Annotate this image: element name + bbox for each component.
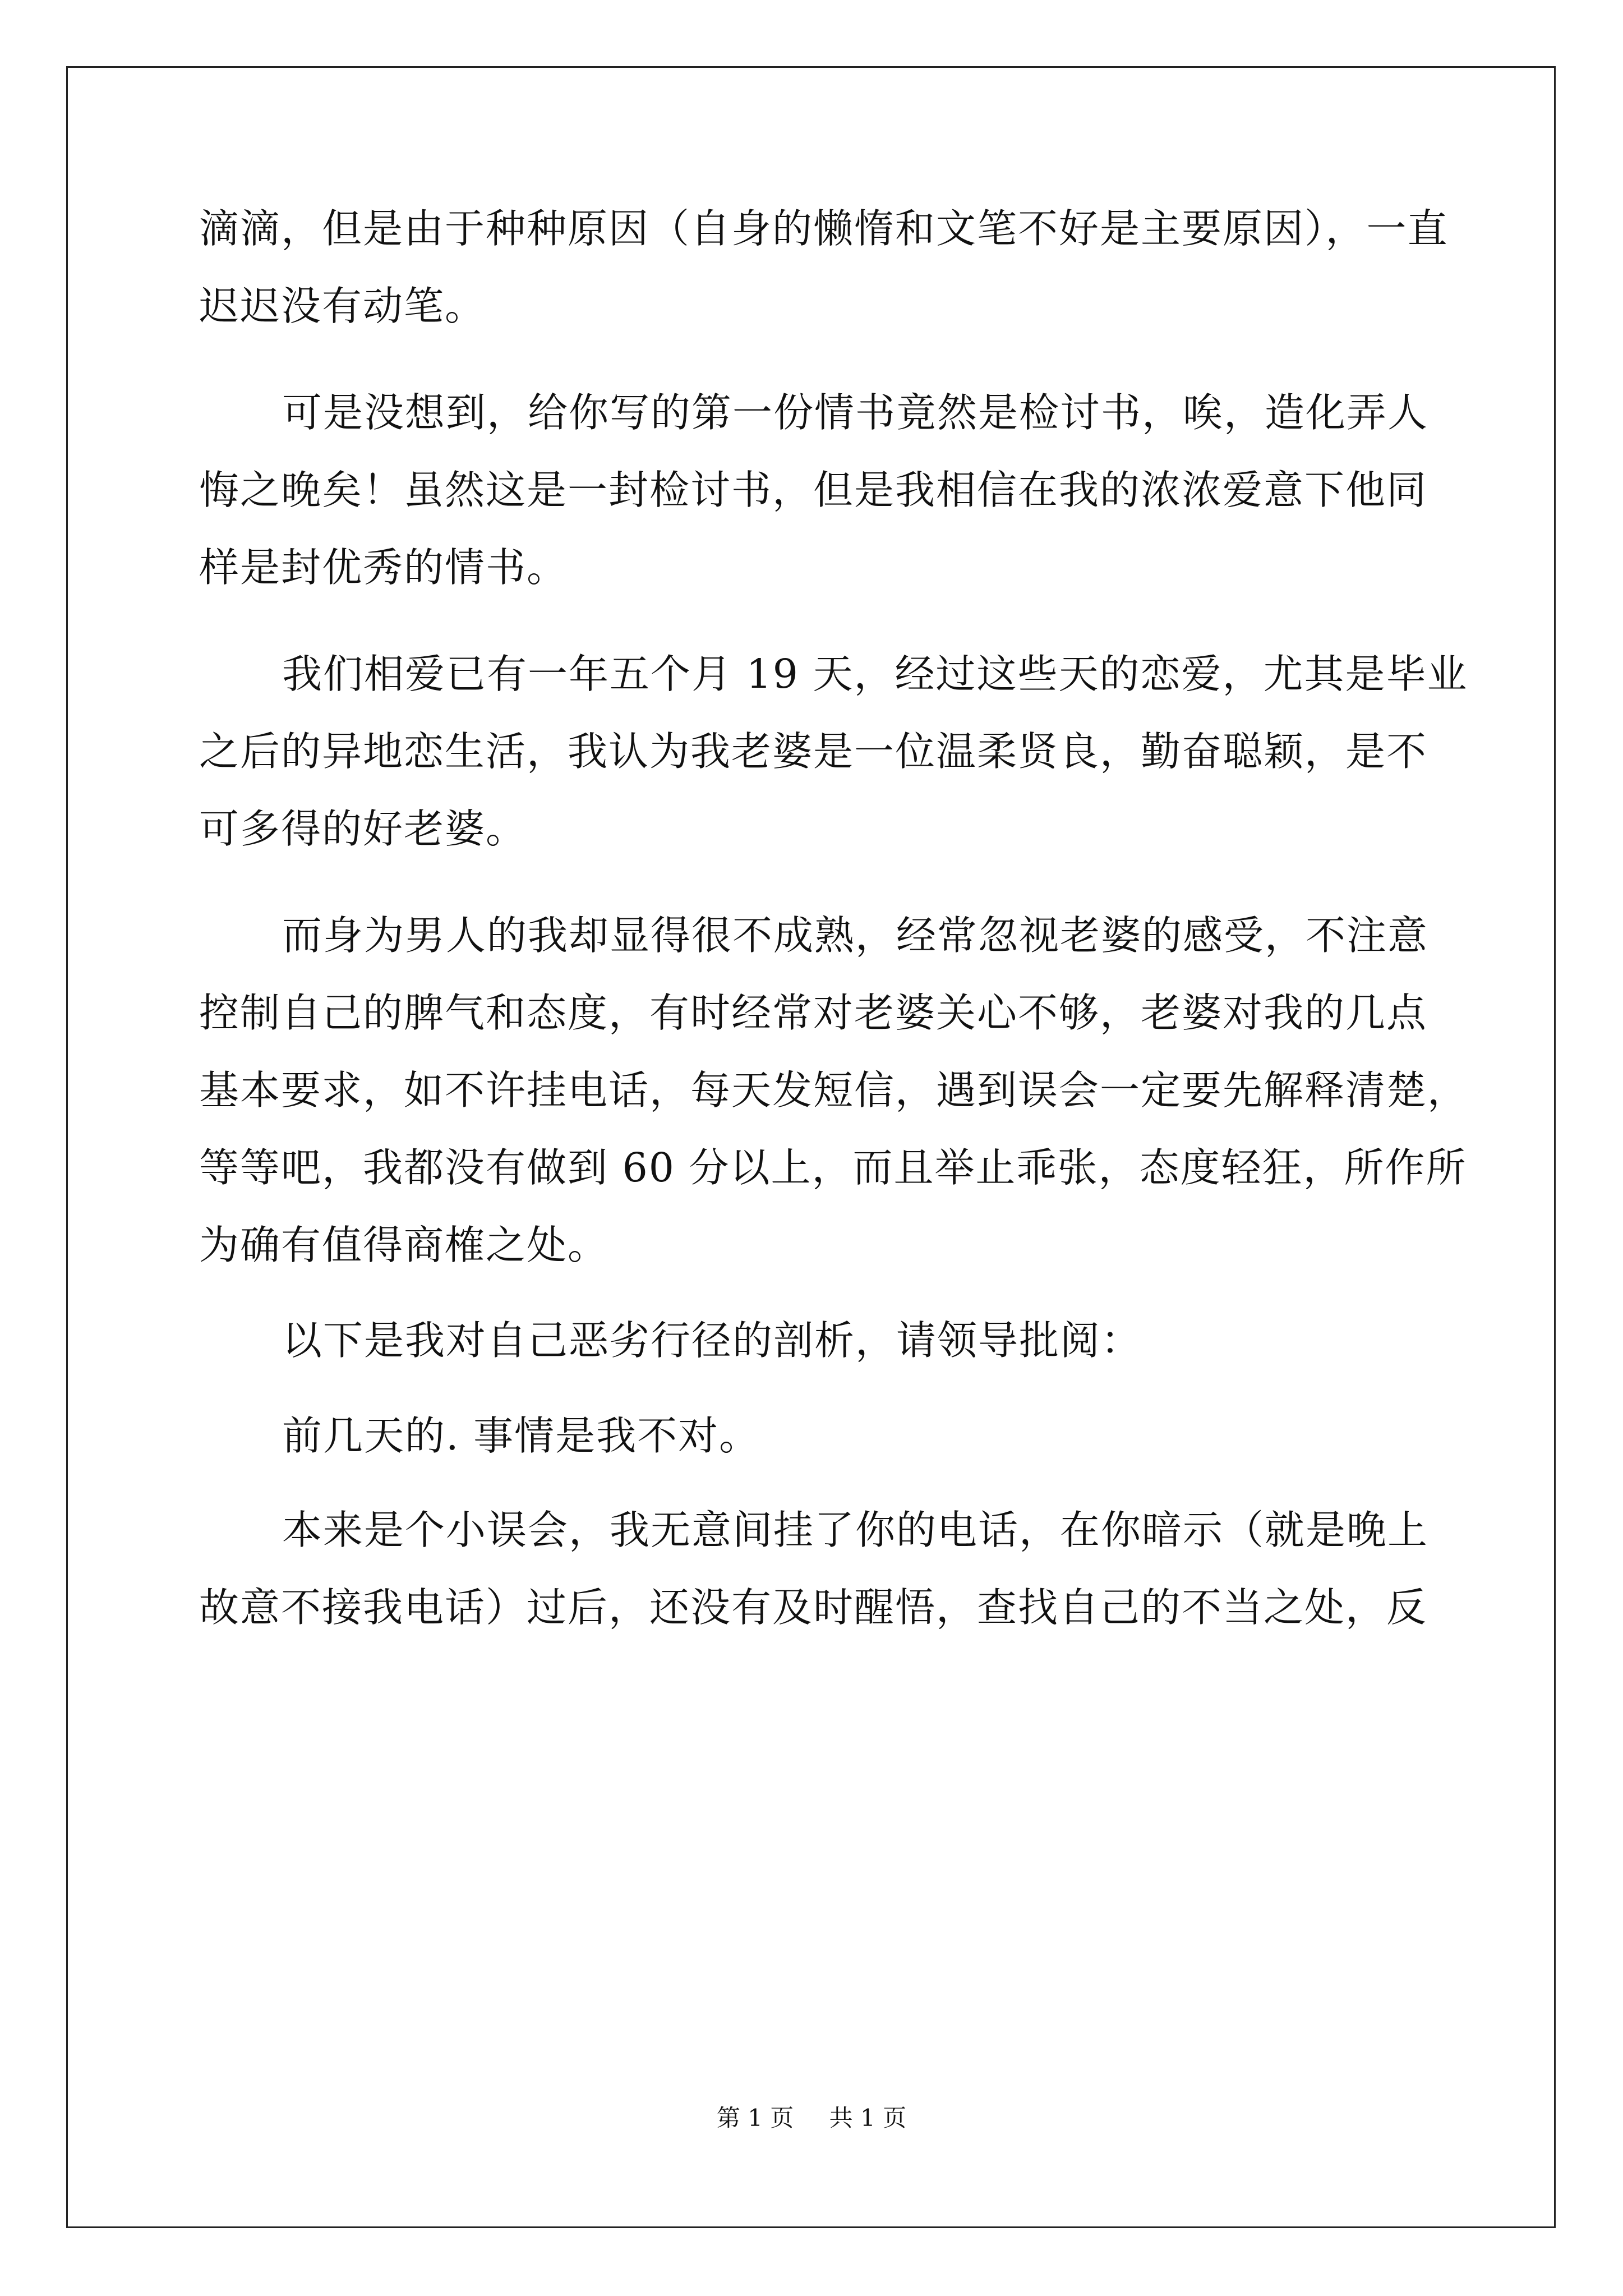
text-line: 基本要求，如不许挂电话，每天发短信，遇到误会一定要先解释清楚，	[199, 1067, 1469, 1114]
paragraph-start-line: 而身为男人的我却显得很不成熟，经常忽视老婆的感受，不注意	[282, 912, 1429, 959]
text-line: 等等吧，我都没有做到 60 分以上，而且举止乖张，态度轻狂，所作所	[199, 1144, 1467, 1191]
paragraph-start-line: 前几天的. 事情是我不对。	[282, 1412, 760, 1459]
page-number: 第 1 页	[716, 2104, 794, 2132]
text-line: 控制自己的脾气和态度，有时经常对老婆关心不够，老婆对我的几点	[199, 990, 1428, 1036]
paragraph-start-line: 我们相爱已有一年五个月 19 天，经过这些天的恋爱，尤其是毕业	[282, 651, 1468, 697]
text-line: 之后的异地恋生活，我认为我老婆是一位温柔贤良，勤奋聪颖，是不	[199, 728, 1428, 775]
text-line: 可多得的好老婆。	[199, 806, 527, 852]
paragraph-start-line: 以下是我对自己恶劣行径的剖析，请领导批阅：	[282, 1317, 1142, 1364]
paragraph-start-line: 本来是个小误会，我无意间挂了你的电话，在你暗示（就是晚上	[282, 1507, 1429, 1553]
text-line: 悔之晚矣！虽然这是一封检讨书，但是我相信在我的浓浓爱意下他同	[199, 467, 1428, 513]
paragraph-start-line: 可是没想到，给你写的第一份情书竟然是检讨书，唉，造化弄人	[282, 389, 1429, 436]
text-line: 迟迟没有动笔。	[199, 283, 486, 329]
page-footer	[0, 2106, 1623, 2130]
text-line: 故意不接我电话）过后，还没有及时醒悟，查找自己的不当之处，反	[199, 1584, 1428, 1631]
text-line: 为确有值得商榷之处。	[199, 1222, 609, 1268]
text-line: 滴滴，但是由于种种原因（自身的懒惰和文笔不好是主要原因），一直	[199, 205, 1449, 252]
text-line: 样是封优秀的情书。	[199, 544, 568, 591]
page-total: 共 1 页	[829, 2104, 907, 2132]
